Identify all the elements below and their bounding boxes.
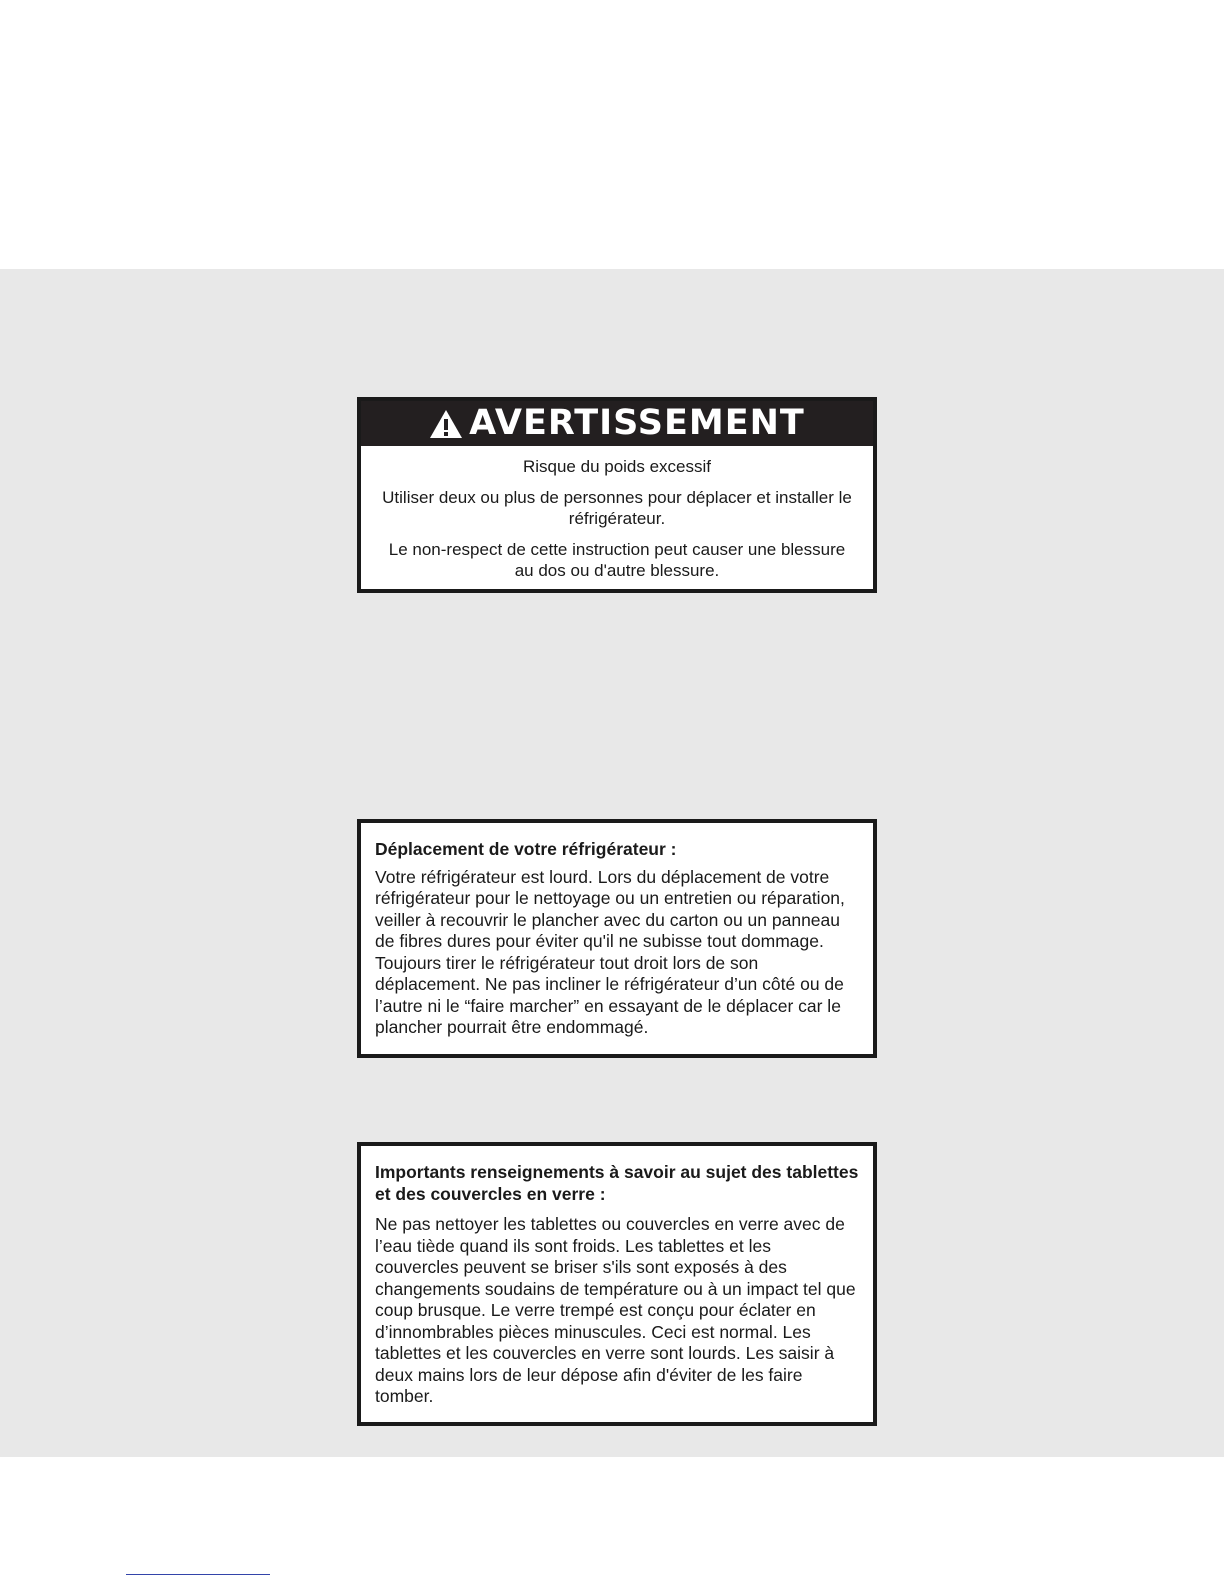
warning-body — [361, 446, 873, 581]
glass-body: Ne pas nettoyer les tablettes ou couvercles en verre avec de l’eau tiède quand ils sont froids. Les tablettes et les couvercles peuvent se briser s'ils sont exposés à des changements soudains de température ou à un impact tel que coup brusque. Le verre trempé est conçu pour éclater en d’innombrables pièces minuscules. Ceci est normal. Les tablettes et les couvercles en verre sont lourds. Les saisir à deux mains lors de leur dépose afin d'éviter de les faire tomber. — [375, 1214, 856, 1406]
moving-body: Votre réfrigérateur est lourd. Lors du déplacement de votre réfrigérateur pour le nettoyage ou un entretien ou réparation, veiller à recouvrir le plancher avec du carton ou un panneau de fibres dures pour éviter qu'il ne subisse tout dommage. Toujours tirer le réfrigérateur tout droit lors de son déplacement. Ne pas incliner le réfrigérateur d’un côté ou de l’autre ni le “faire marcher” en essayant de le déplacer car le plancher pourrait être endommagé. — [375, 866, 845, 1037]
warning-box — [357, 397, 877, 593]
warning-header — [361, 401, 873, 446]
warning-line-instruction: Utiliser deux ou plus de personnes pour déplacer et installer le réfrigérateur. — [382, 488, 852, 528]
warning-line-risk: Risque du poids excessif — [522, 457, 712, 476]
warning-title: AVERTISSEMENT — [469, 403, 805, 443]
glass-heading: Importants renseignements à savoir au sujet des tablettes et des couvercles en verre : — [375, 1162, 859, 1204]
footnote-rule — [126, 1574, 270, 1575]
moving-heading: Déplacement de votre réfrigérateur : — [375, 839, 677, 859]
warning-triangle-icon — [429, 409, 463, 439]
moving-refrigerator-box — [357, 819, 877, 1058]
glass-shelves-box — [357, 1142, 877, 1426]
warning-line-consequence: Le non-respect de cette instruction peut causer une blessure au dos ou d'autre blessure. — [388, 540, 846, 580]
